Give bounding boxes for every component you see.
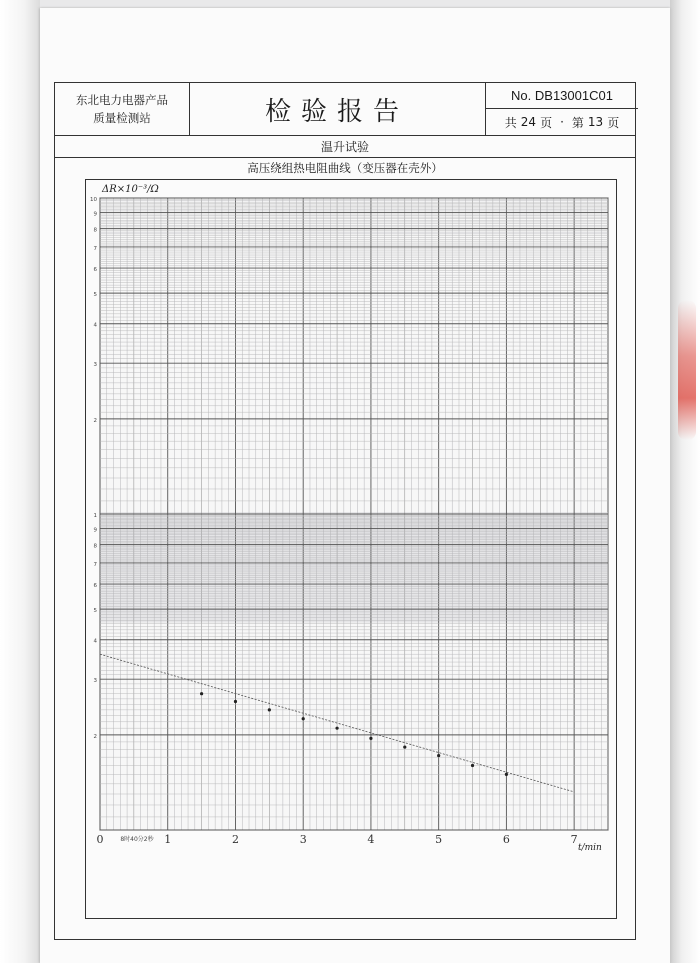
- report-header: [55, 83, 635, 136]
- issuer-line1: 东北电力电器产品: [76, 93, 168, 107]
- y-tick-label: 8: [93, 227, 97, 234]
- data-point: [268, 708, 271, 711]
- x-tick-label: 3: [299, 833, 307, 846]
- pages-total: 24: [520, 115, 537, 129]
- data-point: [335, 727, 338, 730]
- y-tick-label: 2: [93, 733, 97, 740]
- y-tick-label: 7: [93, 245, 97, 252]
- report-frame: [54, 82, 636, 940]
- x-tick-label: 7: [570, 833, 578, 846]
- y-tick-label: 3: [93, 362, 97, 369]
- page-separator-dot: ·: [560, 115, 564, 129]
- chart-title: 高压绕组热电阻曲线（变压器在壳外）: [247, 161, 443, 175]
- pages-total-prefix: 共: [504, 115, 517, 130]
- x-tick-label: 1: [164, 833, 172, 846]
- pages-unit: 页: [540, 115, 553, 130]
- x-tick-label: 0: [96, 833, 104, 846]
- chart-svg: [86, 180, 616, 918]
- y-tick-label: 8: [93, 543, 97, 550]
- y-axis-label: ΔR×10⁻³/Ω: [102, 184, 159, 195]
- y-tick-label: 9: [93, 527, 97, 534]
- data-point: [403, 745, 406, 748]
- page-current-unit: 页: [607, 115, 620, 130]
- data-point: [234, 700, 237, 703]
- x-axis-label: t/min: [578, 843, 602, 853]
- scan-left-shadow: [0, 0, 40, 963]
- y-tick-label: 2: [93, 417, 97, 424]
- y-tick-label: 5: [93, 292, 97, 299]
- report-number: No. DB13001C01: [486, 83, 638, 109]
- report-title: 检验报告: [264, 96, 409, 127]
- page-counter: [486, 109, 638, 135]
- y-tick-label: 3: [93, 678, 97, 685]
- data-point: [200, 692, 203, 695]
- y-tick-label: 7: [93, 561, 97, 568]
- scan-right-edge: [670, 0, 700, 963]
- section-title: 温升试验: [55, 135, 635, 158]
- x-tick-label: 2: [231, 833, 239, 846]
- x-tick-label: 6: [502, 833, 510, 846]
- x-origin-note: 8时40分2秒: [120, 836, 154, 843]
- y-tick-label: 10: [90, 197, 97, 203]
- data-point: [471, 764, 474, 767]
- chart-container: [85, 179, 617, 919]
- page-current-prefix: 第: [571, 115, 584, 130]
- report-meta: [485, 83, 638, 135]
- x-tick-label: 5: [435, 833, 443, 846]
- data-point: [302, 717, 305, 720]
- y-tick-label: 6: [93, 583, 97, 590]
- y-tick-label: 1: [93, 513, 97, 519]
- report-page: [40, 8, 670, 963]
- issuer-block: [55, 83, 190, 135]
- page-current: 13: [587, 115, 604, 129]
- red-stamp-edge: [678, 300, 696, 440]
- y-tick-label: 9: [93, 211, 97, 218]
- y-tick-label: 4: [93, 322, 97, 329]
- y-tick-label: 5: [93, 608, 97, 615]
- data-point: [437, 754, 440, 757]
- y-tick-label: 4: [93, 638, 97, 645]
- data-point: [369, 737, 372, 740]
- issuer-line2: 质量检测站: [93, 111, 151, 125]
- y-tick-label: 6: [93, 267, 97, 274]
- x-tick-label: 4: [367, 833, 375, 846]
- data-point: [505, 773, 508, 776]
